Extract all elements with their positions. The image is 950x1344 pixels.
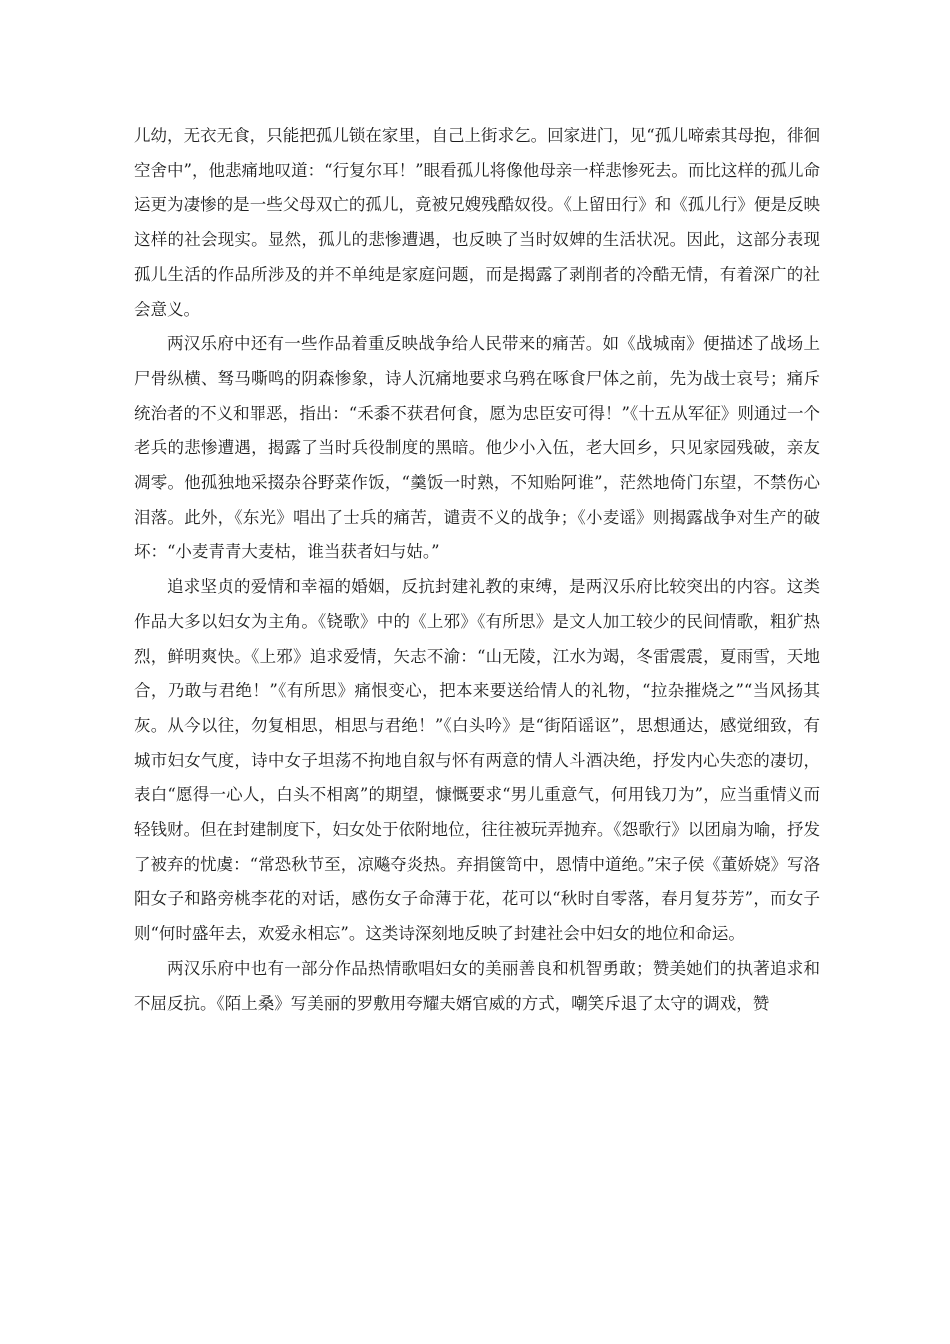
document-body bbox=[134, 119, 820, 1021]
paragraph-2: 两汉乐府中还有一些作品着重反映战争给人民带来的痛苦。如《战城南》便描述了战场上尸骨纵横、驽马嘶鸣的阴森惨象，诗人沉痛地要求乌鸦在啄食尸体之前，先为战士哀号；痛斥统治者的不义和罪恶，指出：“禾黍不获君何食，愿为忠臣安可得！”《十五从军征》则通过一个老兵的悲惨遭遇，揭露了当时兵役制度的黑暗。他少小入伍，老大回乡，只见家园残破，亲友凋零。他孤独地采掇杂谷野菜作饭，“羹饭一时熟，不知贻阿谁”，茫然地倚门东望，不禁伤心泪落。此外，《东光》唱出了士兵的痛苦，谴责不义的战争；《小麦谣》则揭露战争对生产的破坏：“小麦青青大麦枯，谁当获者妇与姑。” bbox=[134, 334, 820, 562]
paragraph-3: 追求坚贞的爱情和幸福的婚姻，反抗封建礼教的束缚，是两汉乐府比较突出的内容。这类作品大多以妇女为主角。《铙歌》中的《上邪》《有所思》是文人加工较少的民间情歌，粗犷热烈，鲜明爽快。《上邪》追求爱情，矢志不渝：“山无陵，江水为竭，冬雷震震，夏雨雪，天地合，乃敢与君绝！”《有所思》痛恨变心，把本来要送给情人的礼物，“拉杂摧烧之”“当风扬其灰。从今以往，勿复相思，相思与君绝！”《白头吟》是“街陌谣讴”，思想通达，感觉细致，有城市妇女气度，诗中女子坦荡不拘地自叙与怀有两意的情人斗酒决绝，抒发内心失恋的凄切，表白“愿得一心人，白头不相离”的期望，慷慨要求“男儿重意气，何用钱刀为”，应当重情义而轻钱财。但在封建制度下，妇女处于依附地位，往往被玩弄抛弃。《怨歌行》以团扇为喻，抒发了被弃的忧虞：“常恐秋节至，凉飚夺炎热。弃捐箧笥中，恩情中道绝。”宋子侯《董娇娆》写洛阳女子和路旁桃李花的对话，感伤女子命薄于花，花可以“秋时自零落，春月复芬芳”，而女子则“何时盛年去，欢爱永相忘”。这类诗深刻地反映了封建社会中妇女的地位和命运。 bbox=[134, 577, 820, 944]
paragraph-4: 两汉乐府中也有一部分作品热情歌唱妇女的美丽善良和机智勇敢；赞美她们的执著追求和不屈反抗。《陌上桑》写美丽的罗敷用夸耀夫婿官威的方式，嘲笑斥退了太守的调戏，赞 bbox=[134, 958, 820, 1013]
paragraph-1: 儿幼，无衣无食，只能把孤儿锁在家里，自己上街求乞。回家进门，见“孤儿啼索其母抱，徘徊空舍中”，他悲痛地叹道：“行复尔耳！”眼看孤儿将像他母亲一样悲惨死去。而比这样的孤儿命运更为凄惨的是一些父母双亡的孤儿，竟被兄嫂残酷奴役。《上留田行》和《孤儿行》便是反映这样的社会现实。显然，孤儿的悲惨遭遇，也反映了当时奴婢的生活状况。因此，这部分表现孤儿生活的作品所涉及的并不单纯是家庭问题，而是揭露了剥削者的冷酷无情，有着深广的社会意义。 bbox=[134, 126, 820, 319]
